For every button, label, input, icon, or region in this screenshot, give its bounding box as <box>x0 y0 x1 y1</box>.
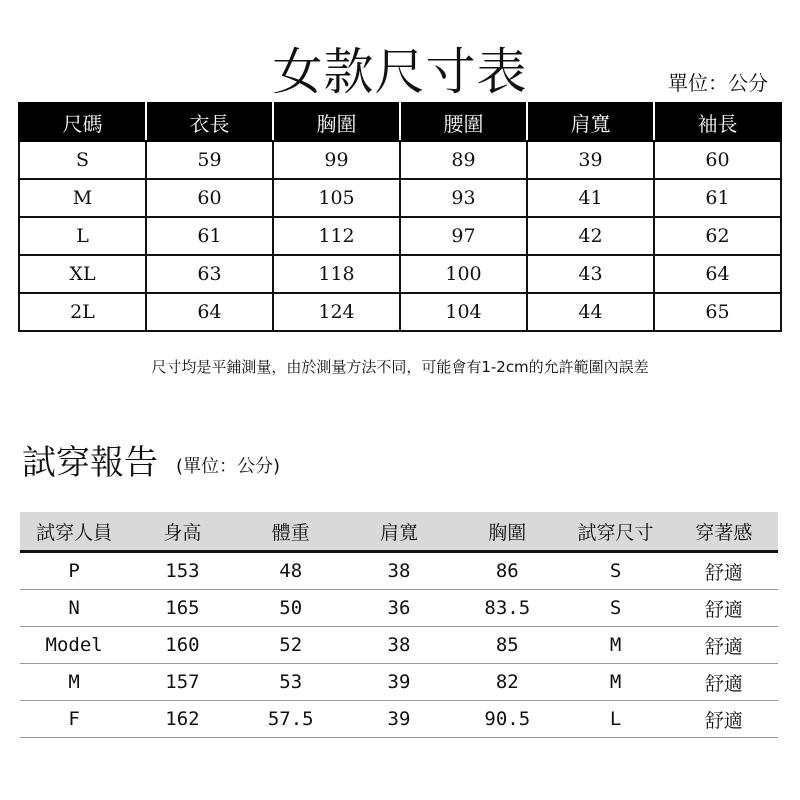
table-cell: 50 <box>237 590 345 627</box>
fit-report-unit: (單位：公分) <box>176 456 281 477</box>
table-cell: M <box>20 664 128 701</box>
fit-report-table <box>20 512 778 738</box>
table-row <box>19 179 781 217</box>
table-cell: 39 <box>527 141 654 179</box>
table-cell: XL <box>19 255 146 293</box>
header-chest: 胸圍 <box>273 103 400 141</box>
table-cell: 153 <box>128 552 236 590</box>
table-cell: 162 <box>128 701 236 738</box>
header-comfort: 穿著感 <box>670 512 778 552</box>
table-cell: 64 <box>146 293 273 331</box>
unit-label: 單位：公分 <box>668 71 768 95</box>
table-cell: 2L <box>19 293 146 331</box>
table-cell: 舒適 <box>670 627 778 664</box>
table-row <box>20 627 778 664</box>
table-cell: S <box>19 141 146 179</box>
table-cell: N <box>20 590 128 627</box>
table-cell: M <box>561 664 669 701</box>
table-cell: L <box>19 217 146 255</box>
fit-table-header-row <box>20 512 778 552</box>
table-cell: 83.5 <box>453 590 561 627</box>
header-length: 衣長 <box>146 103 273 141</box>
table-cell: 60 <box>146 179 273 217</box>
header-weight: 體重 <box>237 512 345 552</box>
table-cell: 61 <box>654 179 781 217</box>
table-row <box>20 701 778 738</box>
table-cell: 舒適 <box>670 552 778 590</box>
table-row <box>19 293 781 331</box>
table-cell: 100 <box>400 255 527 293</box>
fit-report-title: 試穿報告 <box>22 443 158 483</box>
table-cell: 舒適 <box>670 664 778 701</box>
table-cell: 65 <box>654 293 781 331</box>
table-cell: 62 <box>654 217 781 255</box>
table-cell: 舒適 <box>670 701 778 738</box>
header-chest: 胸圍 <box>453 512 561 552</box>
page-title: 女款尺寸表 <box>272 43 528 101</box>
table-cell: 48 <box>237 552 345 590</box>
table-cell: 42 <box>527 217 654 255</box>
table-cell: 63 <box>146 255 273 293</box>
table-row <box>20 590 778 627</box>
table-cell: 57.5 <box>237 701 345 738</box>
header-shoulder: 肩寬 <box>345 512 453 552</box>
table-cell: 104 <box>400 293 527 331</box>
table-row <box>19 217 781 255</box>
table-cell: 97 <box>400 217 527 255</box>
table-cell: 43 <box>527 255 654 293</box>
table-cell: 124 <box>273 293 400 331</box>
table-row <box>20 552 778 590</box>
table-cell: S <box>561 552 669 590</box>
header-shoulder: 肩寬 <box>527 103 654 141</box>
header-waist: 腰圍 <box>400 103 527 141</box>
table-cell: 157 <box>128 664 236 701</box>
size-table <box>18 102 782 332</box>
header-fit-size: 試穿尺寸 <box>561 512 669 552</box>
table-cell: S <box>561 590 669 627</box>
header-tester: 試穿人員 <box>20 512 128 552</box>
table-cell: 38 <box>345 552 453 590</box>
table-cell: 99 <box>273 141 400 179</box>
table-cell: M <box>561 627 669 664</box>
table-cell: 90.5 <box>453 701 561 738</box>
table-cell: 44 <box>527 293 654 331</box>
table-cell: 36 <box>345 590 453 627</box>
table-cell: 89 <box>400 141 527 179</box>
table-cell: F <box>20 701 128 738</box>
table-cell: 93 <box>400 179 527 217</box>
table-cell: 53 <box>237 664 345 701</box>
table-cell: P <box>20 552 128 590</box>
table-cell: 165 <box>128 590 236 627</box>
table-cell: 112 <box>273 217 400 255</box>
table-cell: 118 <box>273 255 400 293</box>
table-row <box>20 664 778 701</box>
size-table-header-row <box>19 103 781 141</box>
table-cell: 舒適 <box>670 590 778 627</box>
table-cell: 41 <box>527 179 654 217</box>
table-cell: 59 <box>146 141 273 179</box>
table-cell: 60 <box>654 141 781 179</box>
table-cell: 52 <box>237 627 345 664</box>
table-cell: 105 <box>273 179 400 217</box>
header-size: 尺碼 <box>19 103 146 141</box>
table-cell: 39 <box>345 701 453 738</box>
table-cell: 38 <box>345 627 453 664</box>
table-cell: L <box>561 701 669 738</box>
table-cell: 85 <box>453 627 561 664</box>
measurement-note: 尺寸均是平鋪測量，由於測量方法不同，可能會有1-2cm的允許範圍內誤差 <box>151 358 649 376</box>
table-cell: M <box>19 179 146 217</box>
header-height: 身高 <box>128 512 236 552</box>
table-cell: 160 <box>128 627 236 664</box>
table-cell: Model <box>20 627 128 664</box>
table-cell: 82 <box>453 664 561 701</box>
table-cell: 64 <box>654 255 781 293</box>
table-cell: 86 <box>453 552 561 590</box>
table-row <box>19 255 781 293</box>
table-row <box>19 141 781 179</box>
table-cell: 61 <box>146 217 273 255</box>
table-cell: 39 <box>345 664 453 701</box>
header-sleeve: 袖長 <box>654 103 781 141</box>
